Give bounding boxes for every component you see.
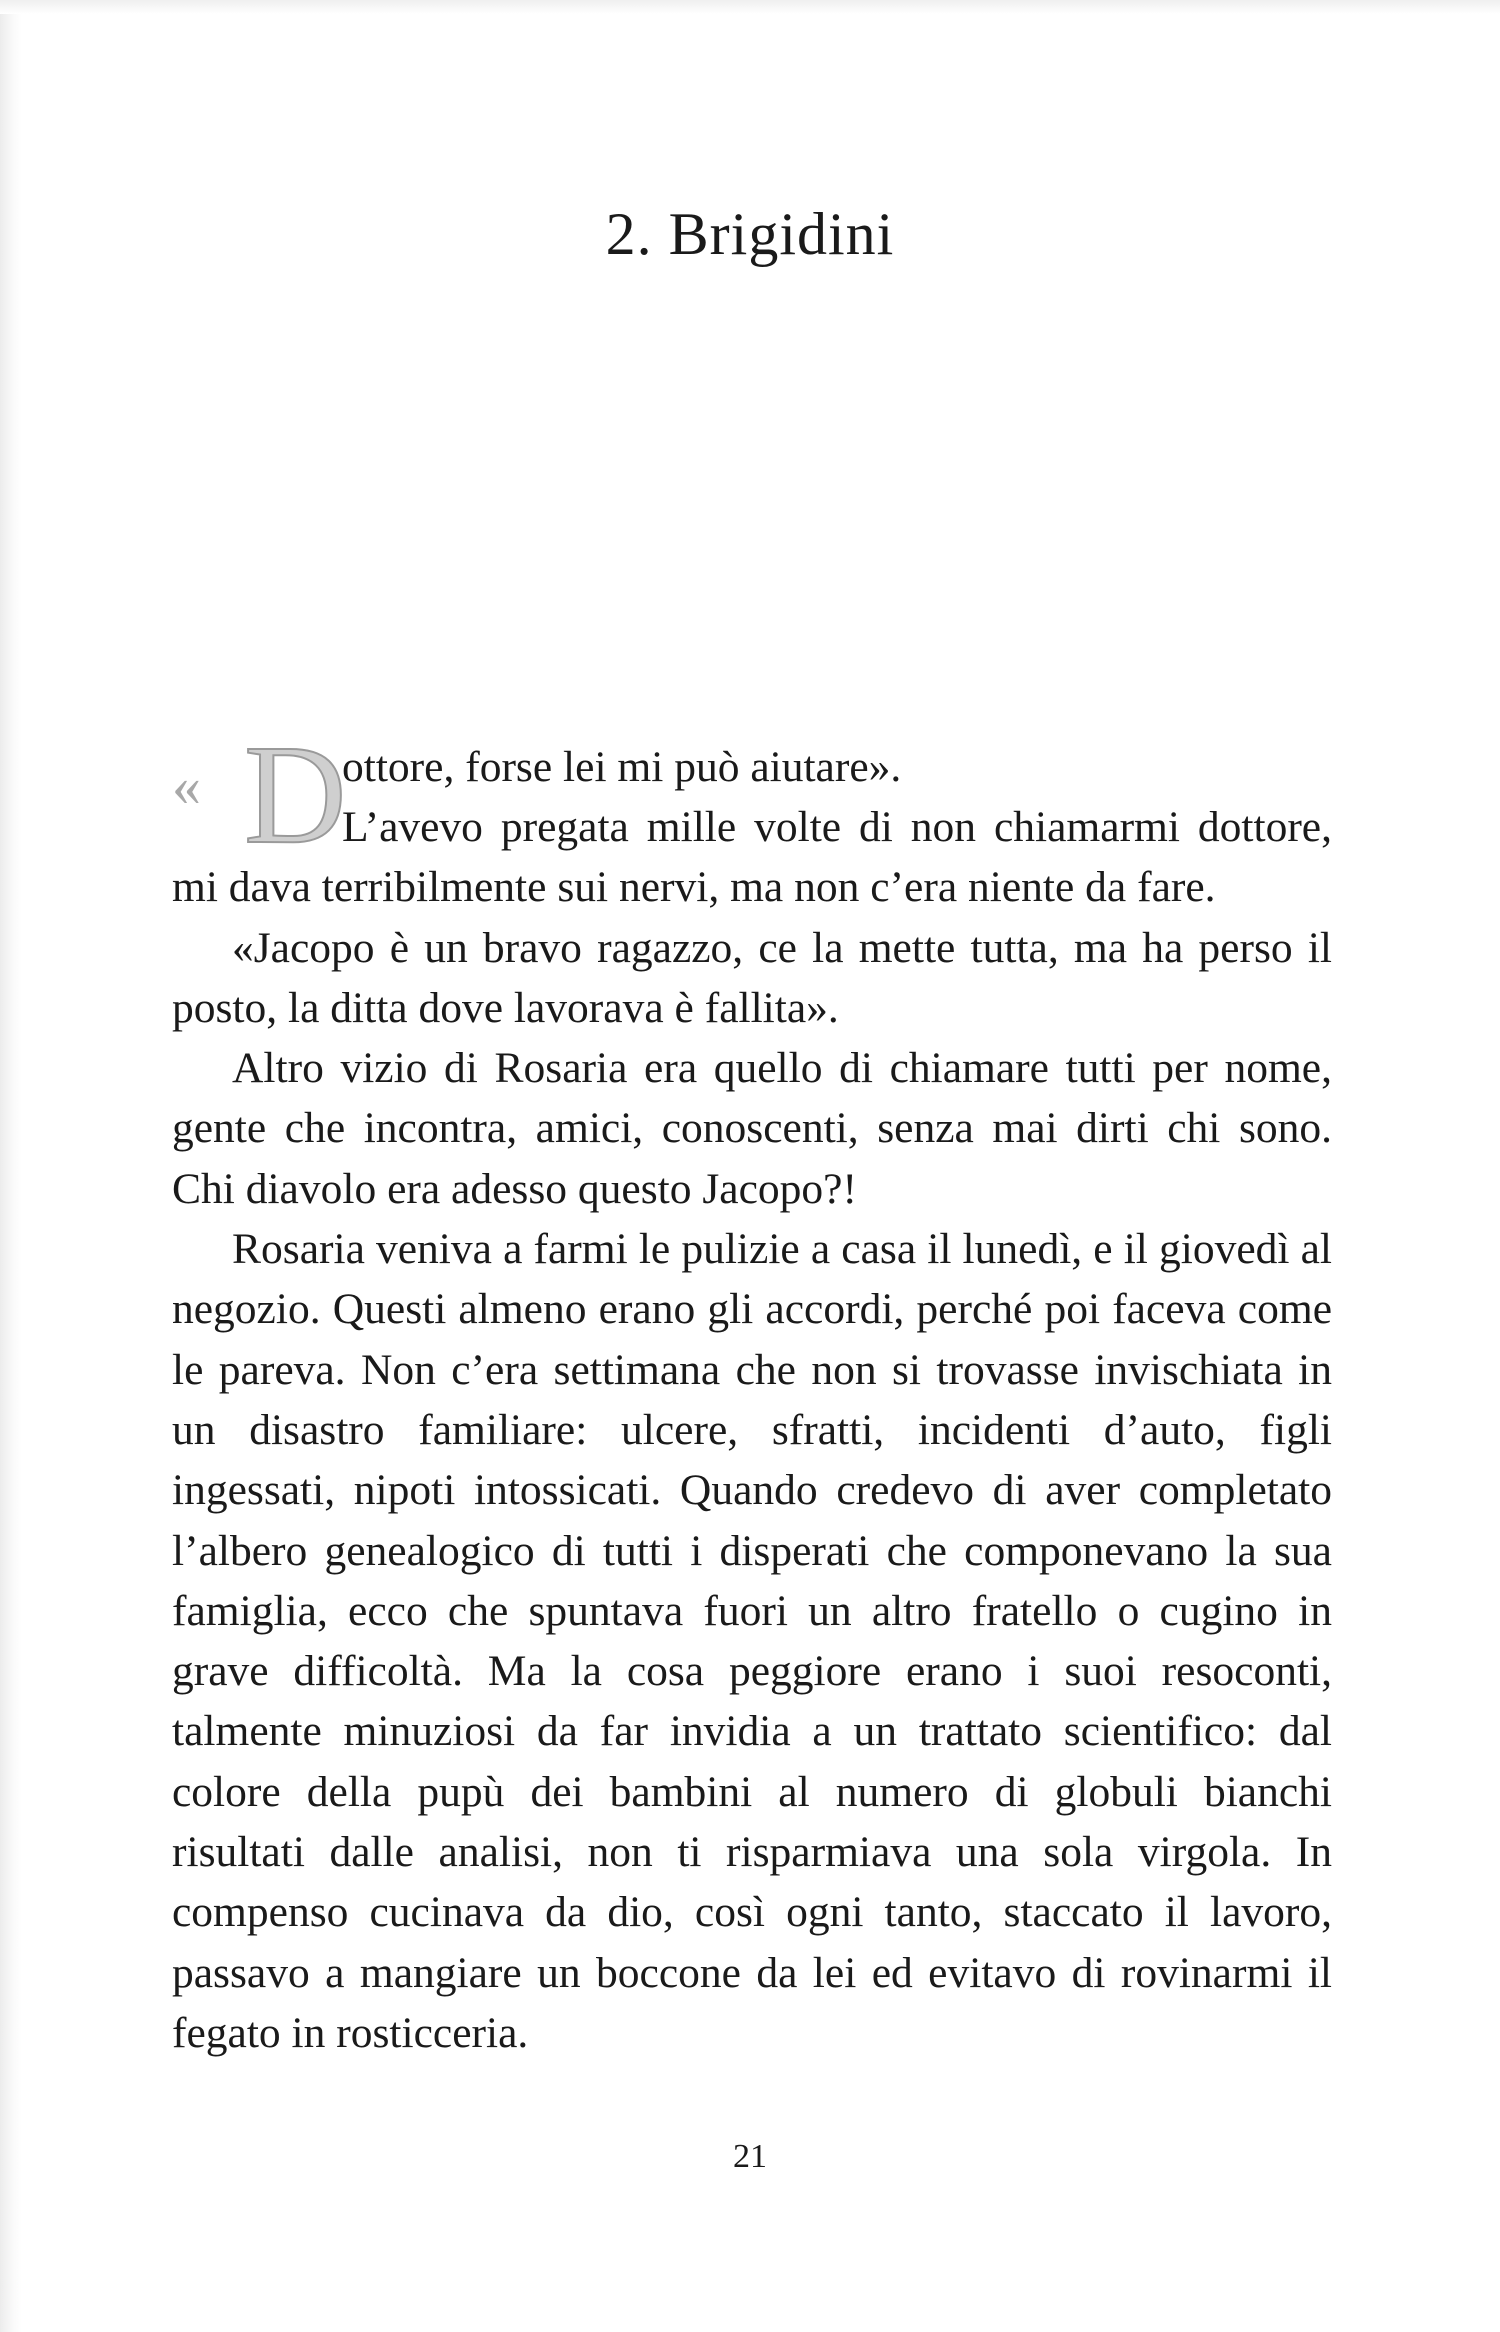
paragraph: Rosaria veniva a farmi le pulizie a casa il lunedì, e il giovedì al negozio. Questi almeno erano gli accordi, perché poi faceva come le pareva. Non c’era settimana che non si trovasse invischiata in un disastro familiare: ulcere, sfratti, incidenti d’auto, figli ingessati, nipoti intossicati. Quando credevo di aver completato l’albero genealogico di tutti i disperati che componevano la sua famiglia, ecco che spuntava fuori un altro fratello o cugino in grave difficoltà. Ma la cosa peggiore erano i suoi resoconti, talmente minuziosi da far invidia a un trattato scientifico: dal colore della pupù dei bambini al numero di globuli bianchi risultati dalle analisi, non ti risparmiava una sola virgola. In compenso cucinava da dio, così ogni tanto, staccato il lavoro, passavo a mangiare un boccone da lei ed evitavo di rovinarmi il fegato in rosticceria. [172, 1225, 1332, 2057]
body-text [172, 797, 1332, 2063]
scan-edge-left [0, 0, 22, 2332]
paragraph: L’avevo pregata mille volte di non chiamarmi dottore, mi dava terribilmente sui nervi, ma non c’era niente da fare. [172, 803, 1332, 912]
scan-edge-top [0, 0, 1500, 14]
chapter-title: 2. Brigidini [605, 201, 895, 267]
paragraph: Altro vizio di Rosaria era quello di chiamare tutti per nome, gente che incontra, amici, conoscenti, senza mai dirti chi sono. Chi diavolo era adesso questo Jacopo?! [172, 1044, 1332, 1213]
paragraph: «Jacopo è un bravo ragazzo, ce la mette tutta, ma ha perso il posto, la ditta dove lavorava è fallita». [172, 923, 1332, 1032]
drop-cap-quote: « [172, 753, 201, 818]
page-number: 21 [733, 2138, 767, 2175]
opening-line: ottore, forse lei mi può aiutare». [342, 743, 902, 791]
drop-cap-letter: D [244, 715, 347, 873]
